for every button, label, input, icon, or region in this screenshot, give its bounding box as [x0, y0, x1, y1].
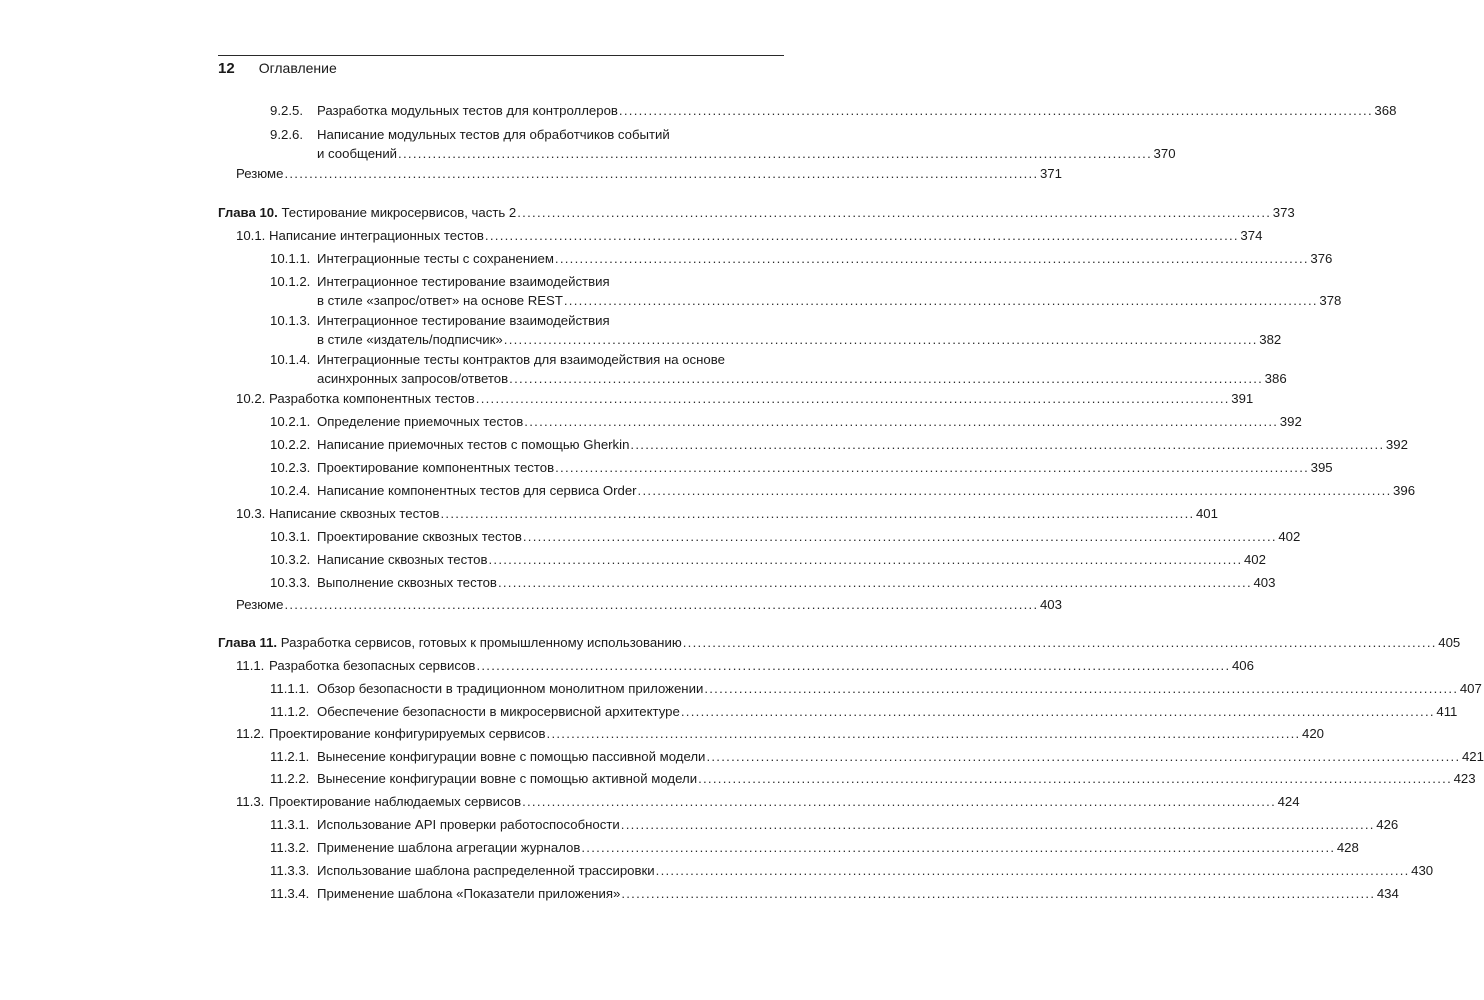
- toc-entry-number: 10.2.: [236, 391, 266, 406]
- toc-entry-title: Обеспечение безопасности в микросервисной архитектуре: [317, 704, 680, 719]
- toc-entry: [270, 769, 1476, 788]
- dot-leader: [524, 412, 1276, 431]
- toc-entry-title: Резюме: [236, 597, 284, 612]
- toc-entry: [270, 702, 1458, 721]
- toc-entry-page: 371: [1039, 166, 1062, 181]
- toc-entry-number: 10.2.4.: [270, 483, 311, 498]
- toc-entry-title: Интеграционные тесты с сохранением: [317, 251, 554, 266]
- toc-entry: [236, 226, 1263, 245]
- dot-leader: [683, 633, 1435, 652]
- toc-entry-title: Использование API проверки работоспособности: [317, 817, 620, 832]
- toc-entry: [270, 573, 1276, 592]
- toc-entry-page: 392: [1279, 414, 1302, 429]
- dot-leader: [498, 573, 1250, 592]
- toc-entry-page: 424: [1277, 794, 1300, 809]
- dot-leader: [621, 815, 1373, 834]
- toc-entry-page: 368: [1374, 103, 1397, 118]
- toc-entry-page: 386: [1264, 371, 1287, 386]
- toc-entry-title: Резюме: [236, 166, 284, 181]
- toc-entry-page: 407: [1459, 681, 1482, 696]
- dot-leader: [517, 203, 1269, 222]
- toc-entry-page: 423: [1453, 771, 1476, 786]
- dot-leader: [547, 724, 1299, 743]
- toc-entry-number: 10.3.3.: [270, 575, 311, 590]
- toc-entry: [270, 311, 1282, 349]
- toc-entry-page: 373: [1272, 205, 1295, 220]
- toc-entry-number: 10.3.2.: [270, 552, 311, 567]
- toc-entry-number: 11.1.2.: [270, 704, 310, 719]
- toc-entry-page: 405: [1438, 635, 1461, 650]
- toc-entry: [270, 815, 1399, 834]
- dot-leader: [485, 226, 1237, 245]
- toc-entry-title: Обзор безопасности в традиционном монолитном приложении: [317, 681, 704, 696]
- toc-entry-page: 402: [1278, 529, 1301, 544]
- toc-entry-title-line-2: асинхронных запросов/ответов: [317, 371, 509, 386]
- toc-entry-number: 10.1.1.: [270, 251, 311, 266]
- dot-leader: [509, 369, 1261, 388]
- toc-entry-page: 402: [1243, 552, 1266, 567]
- toc-entry: [270, 527, 1301, 546]
- dot-leader: [476, 389, 1228, 408]
- dot-leader: [638, 481, 1390, 500]
- toc-entry-number: 10.3.1.: [270, 529, 311, 544]
- toc-entry: [270, 272, 1342, 310]
- dot-leader: [504, 330, 1256, 349]
- toc-entry: [236, 595, 1062, 614]
- dot-leader: [706, 747, 1458, 766]
- toc-entry-title: Разработка компонентных тестов: [269, 391, 475, 406]
- dot-leader: [619, 101, 1371, 120]
- running-header: [218, 60, 337, 80]
- toc-entry-number: 11.3.4.: [270, 886, 310, 901]
- chapter-label: Глава 11.: [218, 635, 278, 650]
- toc-entry-title: Разработка модульных тестов для контроллеров: [317, 103, 618, 118]
- toc-entry-number: 11.2.1.: [270, 749, 310, 764]
- toc-entry: [270, 861, 1434, 880]
- toc-entry-number: 11.3.: [236, 794, 265, 809]
- toc-entry: [270, 550, 1266, 569]
- toc-entry-page: 430: [1411, 863, 1434, 878]
- toc-entry: [236, 504, 1218, 523]
- toc-entry-title: Проектирование компонентных тестов: [317, 460, 555, 475]
- toc-entry-title: Использование шаблона распределенной трассировки: [317, 863, 655, 878]
- toc-entry-title: Написание приемочных тестов с помощью Gherkin: [317, 437, 630, 452]
- toc-entry-number: 11.2.: [236, 726, 265, 741]
- toc-entry-title: Применение шаблона агрегации журналов: [317, 840, 581, 855]
- running-title: Оглавление: [258, 60, 337, 76]
- toc-entry-page: 396: [1393, 483, 1416, 498]
- toc-entry-number: 11.1.1.: [270, 681, 310, 696]
- toc-entry-title: Написание сквозных тестов: [317, 552, 488, 567]
- toc-entry: [270, 481, 1416, 500]
- toc-entry: [270, 412, 1302, 431]
- toc-entry: [270, 435, 1408, 454]
- toc-entry-number: 9.2.6.: [270, 127, 303, 142]
- toc-entry: [270, 125, 1176, 163]
- toc-entry: [236, 656, 1254, 675]
- dot-leader: [284, 164, 1036, 183]
- dot-leader: [621, 884, 1373, 903]
- toc-chapter-entry: [218, 203, 1295, 222]
- dot-leader: [555, 249, 1307, 268]
- toc-chapter-entry: [218, 633, 1461, 652]
- toc-entry-title: Выполнение сквозных тестов: [317, 575, 497, 590]
- toc-entry-title-line-2: и сообщений: [317, 146, 398, 161]
- chapter-label: Глава 10.: [218, 205, 278, 220]
- toc-entry-title-line-1: Написание модульных тестов для обработчиков событий: [317, 127, 670, 142]
- toc-entry-title: Определение приемочных тестов: [317, 414, 524, 429]
- toc-entry-page: 426: [1376, 817, 1399, 832]
- dot-leader: [698, 769, 1450, 788]
- dot-leader: [398, 144, 1150, 163]
- toc-entry-page: 420: [1302, 726, 1325, 741]
- toc-entry-title: Применение шаблона «Показатели приложения»: [317, 886, 621, 901]
- toc-entry-page: 411: [1436, 704, 1458, 719]
- toc-entry-page: 434: [1376, 886, 1399, 901]
- toc-entry-title: Вынесение конфигурации вовне с помощью пассивной модели: [317, 749, 706, 764]
- toc-entry-number: 10.2.2.: [270, 437, 311, 452]
- dot-leader: [656, 861, 1408, 880]
- dot-leader: [440, 504, 1192, 523]
- toc-entry-title-line-1: Интеграционное тестирование взаимодействия: [317, 274, 610, 289]
- toc-entry-title-line-2: в стиле «запрос/ответ» на основе REST: [317, 293, 563, 308]
- toc-entry-number: 10.3.: [236, 506, 266, 521]
- toc-entry: [270, 101, 1397, 120]
- toc-entry: [270, 249, 1333, 268]
- toc-entry-title: Разработка сервисов, готовых к промышленному использованию: [280, 635, 682, 650]
- header-rule: [218, 55, 784, 56]
- dot-leader: [555, 458, 1307, 477]
- toc-entry-number: 11.3.1.: [270, 817, 310, 832]
- toc-entry-page: 376: [1310, 251, 1333, 266]
- dot-leader: [704, 679, 1456, 698]
- toc-entry-number: 11.3.3.: [270, 863, 310, 878]
- toc-entry-page: 395: [1310, 460, 1333, 475]
- toc-entry-number: 10.1.2.: [270, 274, 311, 289]
- dot-leader: [564, 291, 1316, 310]
- toc-entry: [236, 792, 1300, 811]
- dot-leader: [681, 702, 1433, 721]
- dot-leader: [476, 656, 1228, 675]
- toc-entry-page: 403: [1039, 597, 1062, 612]
- dot-leader: [523, 527, 1275, 546]
- toc-entry-number: 10.1.3.: [270, 313, 311, 328]
- dot-leader: [522, 792, 1274, 811]
- toc-entry-number: 9.2.5.: [270, 103, 303, 118]
- toc-entry: [270, 884, 1399, 903]
- page-number: 12: [218, 60, 235, 77]
- toc-entry: [270, 747, 1484, 766]
- toc-entry-title: Написание сквозных тестов: [269, 506, 440, 521]
- dot-leader: [488, 550, 1240, 569]
- toc-entry: [236, 389, 1254, 408]
- toc-entry-number: 11.2.2.: [270, 771, 310, 786]
- toc-entry: [236, 164, 1062, 183]
- dot-leader: [630, 435, 1382, 454]
- toc-entry-title: Разработка безопасных сервисов: [269, 658, 476, 673]
- toc-entry-title: Написание интеграционных тестов: [269, 228, 484, 243]
- toc-entry-page: 392: [1385, 437, 1408, 452]
- dot-leader: [581, 838, 1333, 857]
- toc-entry-number: 10.1.4.: [270, 352, 311, 367]
- toc-entry-page: 401: [1195, 506, 1218, 521]
- toc-entry-number: 10.2.3.: [270, 460, 311, 475]
- toc-entry-page: 421: [1461, 749, 1484, 764]
- toc-entry-title-line-1: Интеграционное тестирование взаимодействия: [317, 313, 610, 328]
- toc-entry-title-line-1: Интеграционные тесты контрактов для взаимодействия на основе: [317, 352, 725, 367]
- toc-entry-title: Проектирование конфигурируемых сервисов: [269, 726, 546, 741]
- toc-entry-page: 370: [1153, 146, 1176, 161]
- toc-entry-page: 391: [1231, 391, 1254, 406]
- toc-entry: [270, 458, 1333, 477]
- toc-entry-number: 11.3.2.: [270, 840, 310, 855]
- toc-entry-title-line-2: в стиле «издатель/подписчик»: [317, 332, 503, 347]
- toc-entry-number: 10.2.1.: [270, 414, 311, 429]
- toc-entry-page: 378: [1319, 293, 1342, 308]
- toc-entry-page: 374: [1240, 228, 1263, 243]
- toc-entry-page: 428: [1336, 840, 1359, 855]
- toc-entry-number: 10.1.: [236, 228, 266, 243]
- toc-entry: [270, 679, 1482, 698]
- toc-entry-page: 406: [1231, 658, 1254, 673]
- toc-entry-page: 403: [1253, 575, 1276, 590]
- toc-entry-page: 382: [1259, 332, 1282, 347]
- toc-entry: [236, 724, 1325, 743]
- toc-entry: [270, 350, 1287, 388]
- toc-entry-title: Тестирование микросервисов, часть 2: [281, 205, 517, 220]
- dot-leader: [284, 595, 1036, 614]
- toc-entry-title: Написание компонентных тестов для сервиса Order: [317, 483, 637, 498]
- toc-entry-title: Проектирование наблюдаемых сервисов: [269, 794, 522, 809]
- toc-entry: [270, 838, 1359, 857]
- toc-entry-title: Вынесение конфигурации вовне с помощью активной модели: [317, 771, 698, 786]
- toc-entry-title: Проектирование сквозных тестов: [317, 529, 522, 544]
- toc-entry-number: 11.1.: [236, 658, 265, 673]
